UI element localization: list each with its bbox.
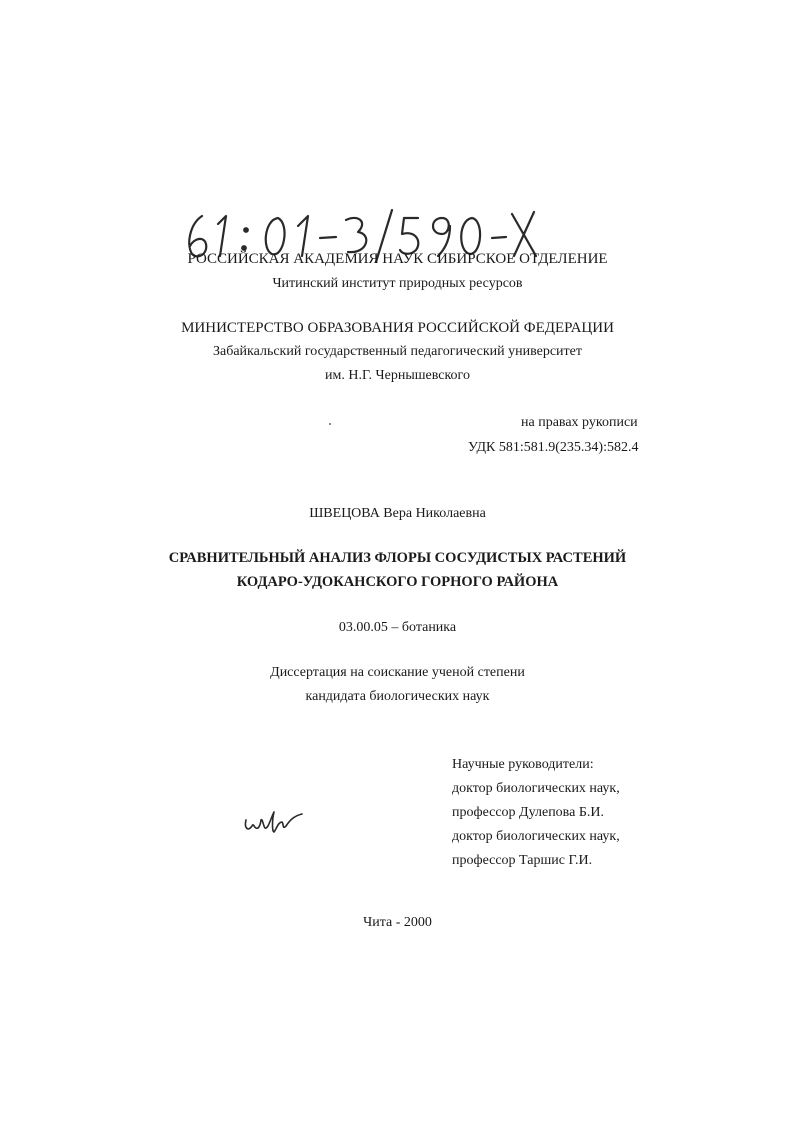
supervisor-line: профессор Таршис Г.И. (452, 853, 593, 868)
university-line: Забайкальский государственный педагогический университет (212, 344, 582, 359)
udk-code: УДК 581:581.9(235.34):582.4 (468, 440, 639, 455)
thesis-title-line1: СРАВНИТЕЛЬНЫЙ АНАЛИЗ ФЛОРЫ СОСУДИСТЫХ РАСТЕНИЙ (168, 550, 627, 566)
supervisor-line: доктор биологических наук, (452, 781, 620, 796)
thesis-title-line2: КОДАРО-УДОКАНСКОГО ГОРНОГО РАЙОНА (236, 574, 559, 590)
author-signature (242, 806, 306, 838)
university-name-line: им. Н.Г. Чернышевского (325, 368, 470, 383)
degree-line2: кандидата биологических наук (305, 689, 490, 704)
supervisor-line: профессор Дулепова Б.И. (452, 805, 604, 820)
ministry-line: МИНИСТЕРСТВО ОБРАЗОВАНИЯ РОССИЙСКОЙ ФЕДЕРАЦИИ (181, 320, 614, 336)
supervisor-line: доктор биологических наук, (452, 829, 620, 844)
city-year: Чита - 2000 (363, 915, 432, 930)
institute-line: Читинский институт природных ресурсов (272, 276, 523, 291)
scan-speck (329, 423, 331, 425)
specialty-code: 03.00.05 – ботаника (338, 620, 457, 635)
supervisors-heading: Научные руководители: (452, 757, 594, 772)
scan-speck (352, 352, 354, 354)
author-name: ШВЕЦОВА Вера Николаевна (309, 506, 486, 521)
manuscript-rights: на правах рукописи (521, 415, 638, 430)
degree-line1: Диссертация на соискание ученой степени (270, 665, 525, 680)
academy-line: РОССИЙСКАЯ АКАДЕМИЯ НАУК СИБИРСКОЕ ОТДЕЛЕНИЕ (187, 251, 608, 267)
